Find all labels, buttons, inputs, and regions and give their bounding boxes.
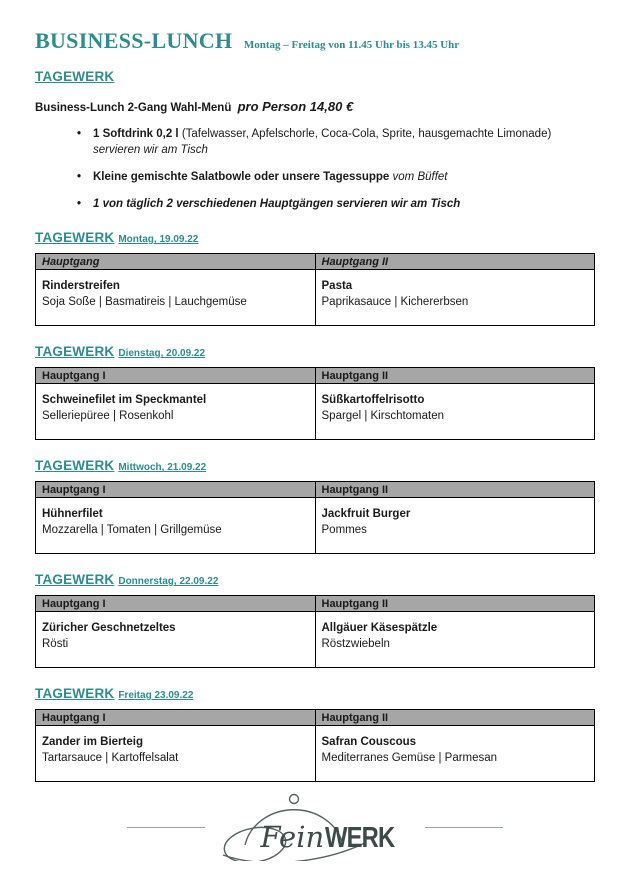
- dish-sides: Soja Soße | Basmatireis | Lauchgemüse: [42, 296, 247, 309]
- bullet-salad: [93, 169, 595, 185]
- day-heading: [35, 229, 198, 247]
- divider-line-right: [425, 827, 503, 828]
- bullet-softdrink: [93, 126, 595, 158]
- bullet-list: [35, 126, 595, 212]
- dish-sides: Rösti: [42, 638, 69, 651]
- menu-cell: [315, 612, 595, 668]
- menu-table: [35, 595, 595, 668]
- bullet-softdrink-italic: servieren wir am Tisch: [93, 144, 208, 157]
- dish-sides: Mediterranes Gemüse | Parmesan: [321, 752, 498, 765]
- day-heading-date: Mittwoch, 21.09.22: [118, 462, 207, 474]
- dish-name: Rinderstreifen: [42, 280, 120, 293]
- menu-cell: [315, 384, 595, 440]
- day-heading-label: TAGEWERK: [35, 572, 115, 588]
- dish-name: Hühnerfilet: [42, 508, 103, 521]
- menu-cell: [315, 270, 595, 326]
- menu-table: [35, 253, 595, 326]
- dish-name: Jackfruit Burger: [321, 508, 411, 521]
- dish-sides: Selleriepüree | Rosenkohl: [42, 410, 174, 423]
- day-section-dienstag: [35, 343, 595, 440]
- dish-sides: Paprikasauce | Kichererbsen: [321, 296, 469, 309]
- column-header-hauptgang-2: Hauptgang II: [315, 368, 595, 384]
- dish-sides: Spargel | Kirschtomaten: [321, 410, 445, 423]
- logo-script-text: Fein: [260, 820, 325, 854]
- dish-name: Süßkartoffelrisotto: [321, 394, 425, 407]
- column-header-hauptgang-2: Hauptgang II: [315, 710, 595, 726]
- title-row: [35, 28, 595, 54]
- menu-table: [35, 709, 595, 782]
- dish-name: Pasta: [321, 280, 353, 293]
- menu-cell: [36, 612, 316, 668]
- menu-table: [35, 367, 595, 440]
- column-header-hauptgang-1: Hauptgang I: [36, 596, 316, 612]
- day-section-mittwoch: [35, 457, 595, 554]
- dish-name: Schweinefilet im Speckmantel: [42, 394, 207, 407]
- bullet-salad-bold: Kleine gemischte Salatbowle oder unsere Tagessuppe: [93, 171, 393, 184]
- dish-sides: Röstzwiebeln: [321, 638, 390, 651]
- bullet-softdrink-regular: (Tafelwasser, Apfelschorle, Coca-Cola, Sprite, hausgemachte Limonade): [181, 128, 552, 140]
- day-heading-date: Dienstag, 20.09.22: [118, 348, 206, 360]
- day-heading: [35, 343, 205, 361]
- bullet-maincourse: [93, 196, 595, 212]
- day-heading: [35, 571, 218, 589]
- dish-name: Safran Couscous: [321, 736, 417, 749]
- opening-hours: Montag – Freitag von 11.45 Uhr bis 13.45 Uhr: [243, 39, 460, 51]
- column-header-hauptgang-1: Hauptgang I: [36, 482, 316, 498]
- section-heading-tagewerk: TAGEWERK: [35, 69, 115, 84]
- bullet-salad-italic: vom Büffet: [392, 171, 448, 184]
- menu-cell: [36, 384, 316, 440]
- day-heading: [35, 457, 206, 475]
- restaurant-logo: [209, 793, 421, 861]
- day-heading-date: Donnerstag, 22.09.22: [118, 576, 219, 588]
- column-header-hauptgang-1: Hauptgang I: [36, 710, 316, 726]
- day-heading-label: TAGEWERK: [35, 230, 115, 246]
- day-section-montag: [35, 229, 595, 326]
- column-header-hauptgang-2: Hauptgang II: [315, 254, 595, 270]
- page-title: BUSINESS-LUNCH: [35, 28, 233, 53]
- column-header-hauptgang-2: Hauptgang II: [315, 482, 595, 498]
- column-header-hauptgang-2: Hauptgang II: [315, 596, 595, 612]
- divider-line-left: [127, 827, 205, 828]
- day-heading-date: Freitag 23.09.22: [118, 690, 194, 702]
- dish-name: Züricher Geschnetzeltes: [42, 622, 176, 635]
- day-heading-label: TAGEWERK: [35, 458, 115, 474]
- intro-text: Business-Lunch 2-Gang Wahl-Menü: [35, 102, 232, 114]
- day-section-donnerstag: [35, 571, 595, 668]
- menu-cell: [36, 270, 316, 326]
- dish-sides: Mozzarella | Tomaten | Grillgemüse: [42, 524, 222, 537]
- bullet-softdrink-bold: 1 Softdrink 0,2 l: [93, 128, 182, 140]
- day-heading-label: TAGEWERK: [35, 344, 115, 360]
- bullet-maincourse-text: 1 von täglich 2 verschiedenen Hauptgängen servieren wir am Tisch: [93, 198, 461, 211]
- column-header-hauptgang-1: Hauptgang I: [36, 368, 316, 384]
- day-heading-label: TAGEWERK: [35, 686, 115, 702]
- menu-cell: [36, 498, 316, 554]
- menu-cell: [315, 726, 595, 782]
- logo-text: [261, 820, 410, 855]
- column-header-hauptgang-1: Hauptgang: [36, 254, 316, 270]
- day-heading: [35, 685, 193, 703]
- menu-table: [35, 481, 595, 554]
- footer-logo-row: [0, 793, 629, 861]
- menu-cell: [315, 498, 595, 554]
- dish-name: Zander im Bierteig: [42, 736, 143, 749]
- day-heading-date: Montag, 19.09.22: [118, 234, 199, 246]
- dish-name: Allgäuer Käsespätzle: [321, 622, 438, 635]
- dish-sides: Tartarsauce | Kartoffelsalat: [42, 752, 179, 765]
- logo-bold-text: WERK: [325, 822, 395, 854]
- day-section-freitag: [35, 685, 595, 782]
- intro-line: [35, 99, 595, 114]
- dish-sides: Pommes: [321, 524, 367, 537]
- price-per-person: pro Person 14,80 €: [237, 99, 354, 114]
- menu-cell: [36, 726, 316, 782]
